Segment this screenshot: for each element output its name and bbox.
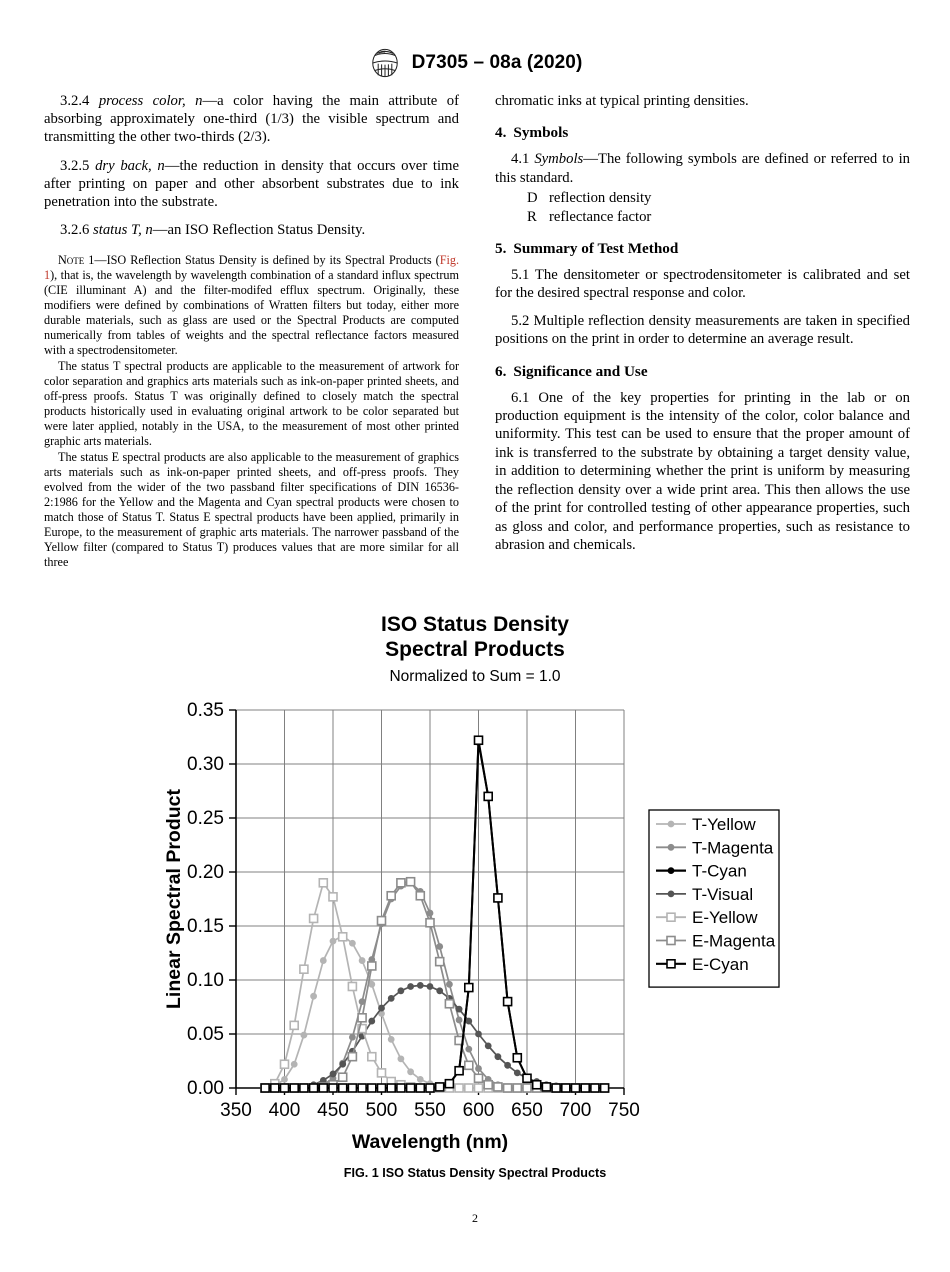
data-marker: [369, 981, 375, 987]
data-marker: [348, 982, 356, 990]
data-marker: [542, 1083, 550, 1091]
data-marker: [455, 1084, 463, 1092]
data-marker: [290, 1021, 298, 1029]
paragraph-5-1: 5.1 The densitometer or spectrodensitometer is calibrated and set for the desired spectral response and color.: [495, 267, 910, 302]
data-marker: [319, 1084, 327, 1092]
section-number: 6.: [495, 362, 507, 380]
section-title: Summary of Test Method: [513, 240, 679, 258]
legend-label: T-Magenta: [692, 838, 774, 858]
data-marker: [513, 1054, 521, 1062]
data-marker: [514, 1070, 520, 1076]
data-marker: [281, 1084, 289, 1092]
y-tick-label: 0.00: [187, 1078, 224, 1099]
x-tick-label: 500: [365, 1100, 398, 1121]
data-marker: [494, 894, 502, 902]
data-marker: [523, 1084, 531, 1092]
symbol-row: [495, 208, 910, 226]
def-text: —the reduction in density that occurs over time after printing on paper and other absorbent substrates due to ink penetration into the substrate.: [44, 157, 460, 211]
section-number: 4.: [495, 124, 507, 142]
x-tick-label: 400: [268, 1100, 301, 1121]
data-marker: [339, 1073, 347, 1081]
series-e-magenta: [261, 878, 608, 1092]
y-axis-label: Linear Spectral Product: [163, 789, 185, 1009]
data-marker: [320, 958, 326, 964]
data-marker: [350, 1034, 356, 1040]
left-column: [44, 92, 459, 570]
data-marker: [601, 1084, 609, 1092]
data-marker: [330, 938, 336, 944]
data-marker: [426, 919, 434, 927]
data-marker: [426, 1084, 434, 1092]
data-marker: [311, 993, 317, 999]
chart-axes: [229, 710, 624, 1095]
data-marker: [668, 821, 674, 827]
section-title: Symbols: [513, 124, 569, 142]
data-marker: [427, 984, 433, 990]
y-tick-label: 0.25: [187, 808, 224, 829]
data-marker: [436, 958, 444, 966]
section-number: 5.: [495, 240, 507, 258]
data-marker: [300, 1084, 308, 1092]
def-text: —a color having the main attribute of absorbing approximately one-third (1/3) the visible spectrum and transmitting the other two-thirds (2/3).: [44, 93, 459, 146]
data-marker: [581, 1084, 589, 1092]
data-marker: [388, 995, 394, 1001]
data-marker: [359, 958, 365, 964]
y-tick-label: 0.30: [187, 754, 224, 775]
x-tick-label: 700: [559, 1100, 592, 1121]
legend-label: E-Cyan: [692, 954, 749, 974]
data-marker: [572, 1084, 580, 1092]
y-tick-label: 0.10: [187, 970, 224, 991]
chart-tick-labels: [187, 700, 640, 1121]
data-marker: [397, 879, 405, 887]
data-marker: [378, 917, 386, 925]
data-marker: [368, 1084, 376, 1092]
data-marker: [591, 1084, 599, 1092]
data-marker: [416, 1084, 424, 1092]
paragraph-6-1: 6.1 One of the key properties for printing in the lab or on production equipment is the intensity of the color, color balance and uniformity. This test can be used to ensure that the proper amount of ink is transferred to the substrate by obtaining a target density value, in addition to determining whether the print is uniform by measuring the reflection density over a wide print area. This then allows the use of the print for controlled testing of other appearance properties, such as gloss and color, and performance properties, such as resistance to abrasion and chemicals.: [495, 389, 910, 553]
x-tick-label: 550: [414, 1100, 446, 1121]
data-marker: [505, 1062, 511, 1068]
data-marker: [465, 1061, 473, 1069]
x-tick-label: 350: [220, 1100, 252, 1121]
data-marker: [667, 937, 675, 945]
data-marker: [495, 1054, 501, 1060]
data-marker: [437, 944, 443, 950]
y-tick-label: 0.15: [187, 916, 224, 937]
chart-title-line-1: ISO Status Density: [381, 613, 569, 636]
data-marker: [291, 1061, 297, 1067]
section-heading-5: [495, 240, 910, 258]
data-marker: [398, 988, 404, 994]
legend-label: T-Yellow: [692, 815, 756, 834]
data-marker: [465, 1084, 473, 1092]
data-marker: [408, 1069, 414, 1075]
paragraph-number: 4.1: [511, 151, 530, 168]
def-term: dry back, n: [95, 157, 165, 174]
series-e-yellow: [261, 879, 608, 1092]
data-marker: [368, 1053, 376, 1061]
definition-3-2-4: [44, 92, 459, 147]
symbol-row: [495, 189, 910, 207]
data-marker: [358, 1014, 366, 1022]
data-marker: [484, 1081, 492, 1089]
data-marker: [329, 1084, 337, 1092]
data-marker: [301, 1032, 307, 1038]
data-marker: [513, 1084, 521, 1092]
data-marker: [476, 1066, 482, 1072]
data-marker: [494, 1083, 502, 1091]
data-marker: [290, 1084, 298, 1092]
x-tick-label: 750: [608, 1100, 640, 1121]
data-marker: [348, 1053, 356, 1061]
data-marker: [475, 1084, 483, 1092]
data-marker: [456, 1006, 462, 1012]
body-columns: [44, 92, 910, 570]
data-marker: [397, 1084, 405, 1092]
paragraph-text: —The following symbols are defined or referred to in this standard.: [495, 151, 911, 186]
data-marker: [407, 1084, 415, 1092]
section-heading-4: [495, 124, 910, 142]
data-marker: [466, 1046, 472, 1052]
data-marker: [369, 1018, 375, 1024]
data-marker: [271, 1084, 279, 1092]
x-axis-label: Wavelength (nm): [351, 1131, 509, 1153]
data-marker: [310, 914, 318, 922]
data-marker: [339, 933, 347, 941]
data-marker: [562, 1084, 570, 1092]
astm-logo-icon: [368, 48, 402, 78]
paragraph-4-1: [495, 150, 910, 187]
note-1-text-b: ), that is, the wavelength by wavelength combination of a standard influx spectrum (CIE illuminant A) and the filter-modifed efflux spectrum. Originally, these modifiers were defined by combinations of Wratten filters but today, either more durable materials, such as glass are used or the Spectral Products are computed numerically from tables of weights and the spectral reflectance factors measured with a spectrodensitometer.: [44, 268, 459, 358]
data-marker: [504, 998, 512, 1006]
note-label: Note: [58, 253, 85, 268]
legend-label: T-Visual: [692, 884, 754, 904]
page-number: 2: [472, 1211, 478, 1225]
figure-1-link[interactable]: Fig. 1: [44, 253, 459, 283]
series-line: [265, 936, 604, 1088]
legend-label: E-Magenta: [692, 931, 776, 951]
data-marker: [330, 1071, 336, 1077]
data-marker: [368, 962, 376, 970]
continued-text: chromatic inks at typical printing densities.: [495, 93, 749, 109]
data-marker: [445, 1000, 453, 1008]
y-tick-label: 0.20: [187, 862, 224, 883]
data-marker: [388, 1037, 394, 1043]
data-marker: [667, 913, 675, 921]
data-marker: [437, 988, 443, 994]
data-marker: [387, 1084, 395, 1092]
symbol-meaning: reflectance factor: [549, 208, 652, 225]
data-marker: [445, 1080, 453, 1088]
series-t-magenta: [262, 880, 607, 1091]
figure-1: [0, 612, 950, 1180]
series-t-yellow: [262, 933, 607, 1091]
note-paragraph-status-t: The status T spectral products are applicable to the measurement of artwork for color separation and graphics arts materials such as ink-on-paper printed sheets, and off-press proofs. Status T was originally defined to closely match the spectral products historically used in evaluating original artwork to be color separated but were later applied, notably in the USA, to the measurement of most other printed graphic arts materials.: [44, 359, 459, 449]
note-1: [44, 253, 459, 358]
data-marker: [447, 981, 453, 987]
def-number: 3.2.5: [60, 157, 90, 174]
data-marker: [484, 792, 492, 800]
def-term: process color, n: [98, 93, 203, 109]
series-line: [265, 985, 604, 1088]
data-marker: [465, 984, 473, 992]
data-marker: [407, 878, 415, 886]
definition-3-2-5: [44, 157, 459, 212]
data-marker: [300, 965, 308, 973]
data-marker: [668, 891, 674, 897]
x-tick-label: 450: [317, 1100, 349, 1121]
def-text: —an ISO Reflection Status Density.: [152, 222, 366, 239]
data-marker: [475, 736, 483, 744]
note-1-text-a: 1—ISO Reflection Status Density is defined by its Spectral Products (: [88, 253, 440, 268]
x-tick-label: 600: [462, 1100, 495, 1121]
note-paragraph-status-e: The status E spectral products are also applicable to the measurement of graphics arts materials such as ink-on-paper printed sheets, and off-press proofs. They evolved from the wider of the two passband filter specifications of DIN 16536-2:1986 for the Yellow and the Magenta and Cyan spectral products were chosen to match those of Status T. Status E spectral products have been applied, primarily in Europe, to the measurement of graphic arts materials. The narrower passband of the Yellow filter (compared to Status T) produces values that are more similar for all three: [44, 450, 459, 570]
data-marker: [533, 1081, 541, 1089]
data-marker: [504, 1084, 512, 1092]
data-marker: [416, 892, 424, 900]
document-title: D7305 – 08a (2020): [411, 52, 583, 73]
data-marker: [436, 1083, 444, 1091]
data-marker: [282, 1076, 288, 1082]
data-marker: [523, 1074, 531, 1082]
symbol-key: R: [527, 208, 537, 225]
paragraph-term: Symbols: [534, 151, 584, 168]
data-marker: [417, 1076, 423, 1082]
data-marker: [455, 1067, 463, 1075]
data-marker: [329, 893, 337, 901]
data-marker: [378, 1069, 386, 1077]
data-marker: [340, 1061, 346, 1067]
data-marker: [350, 940, 356, 946]
definition-3-2-6: [44, 221, 459, 239]
chart-subtitle: Normalized to Sum = 1.0: [389, 668, 561, 685]
data-marker: [466, 1018, 472, 1024]
legend-label: T-Cyan: [692, 861, 747, 881]
right-column: [495, 92, 910, 570]
chart-title-line-2: Spectral Products: [385, 638, 565, 661]
paragraph-5-2: 5.2 Multiple reflection density measurements are taken in specified positions on the print in order to determine an average result.: [495, 312, 910, 348]
chart-gridlines: [236, 710, 624, 1088]
data-marker: [348, 1084, 356, 1092]
section-title: Significance and Use: [513, 362, 648, 380]
def-term: status T, n: [93, 222, 153, 239]
symbol-key: D: [527, 190, 538, 207]
def-number: 3.2.6: [60, 222, 90, 239]
data-marker: [552, 1084, 560, 1092]
data-marker: [398, 1056, 404, 1062]
data-marker: [358, 1084, 366, 1092]
data-marker: [417, 983, 423, 989]
data-marker: [339, 1084, 347, 1092]
figure-caption: FIG. 1 ISO Status Density Spectral Products: [343, 1166, 607, 1180]
x-tick-label: 650: [511, 1100, 543, 1121]
data-marker: [485, 1043, 491, 1049]
data-marker: [456, 1017, 462, 1023]
data-marker: [261, 1084, 269, 1092]
data-marker: [319, 879, 327, 887]
data-marker: [475, 1074, 483, 1082]
data-marker: [379, 1005, 385, 1011]
data-marker: [408, 984, 414, 990]
data-marker: [387, 892, 395, 900]
chart-legend: [649, 810, 779, 987]
page-header: [0, 48, 950, 78]
data-marker: [281, 1060, 289, 1068]
data-marker: [378, 1084, 386, 1092]
chart-title: [0, 612, 950, 662]
def-number: 3.2.4: [60, 93, 90, 109]
data-marker: [668, 844, 674, 850]
data-marker: [310, 1084, 318, 1092]
section-heading-6: [495, 363, 910, 381]
legend-label: E-Yellow: [692, 908, 758, 928]
y-tick-label: 0.35: [187, 700, 224, 721]
y-tick-label: 0.05: [187, 1024, 224, 1045]
data-marker: [668, 868, 674, 874]
data-marker: [667, 960, 675, 968]
chart-area: [0, 692, 950, 1172]
symbol-meaning: reflection density: [549, 190, 652, 207]
data-marker: [476, 1031, 482, 1037]
spectral-products-chart: [0, 692, 950, 1172]
